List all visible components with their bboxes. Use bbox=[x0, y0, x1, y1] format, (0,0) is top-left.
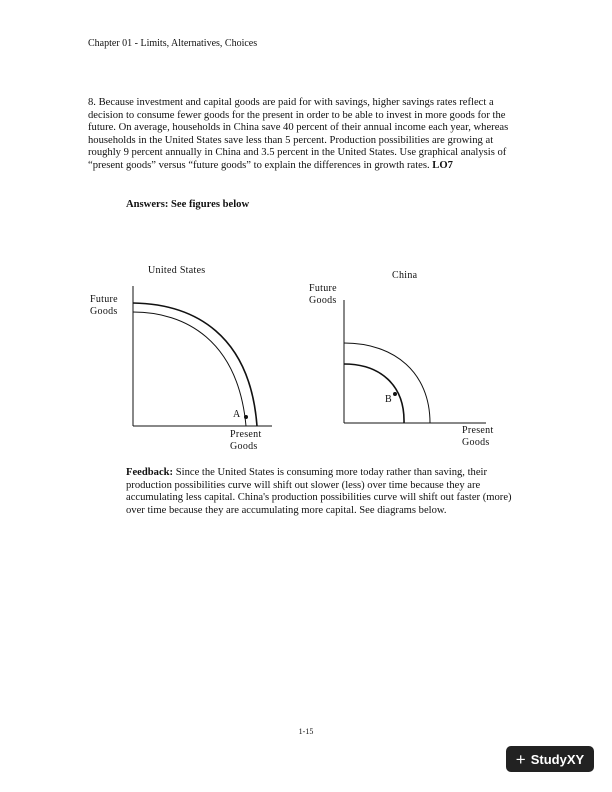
us-x-axis-label bbox=[230, 429, 262, 453]
china-point-label: B bbox=[385, 394, 392, 405]
china-y-axis-label bbox=[309, 283, 337, 307]
question-body: 8. Because investment and capital goods are paid for with savings, higher savings rates reflect a decision to consume fewer goods for the present in order to be able to invest in more goods for the future. On average, households in China save 40 percent of their annual income each year, whereas households in the United States save less than 5 percent. Production possibilities are growing at roughly 9 percent annually in China and 3.5 percent in the United States. Use graphical analysis of “present goods” versus “future goods” to explain the differences in growth rates. bbox=[88, 97, 509, 171]
china-ppc-chart bbox=[344, 300, 486, 423]
us-x-axis-label-line1: Present bbox=[230, 429, 262, 440]
studyxy-brand: StudyXY bbox=[530, 751, 585, 767]
china-x-axis-label-line1: Present bbox=[462, 425, 494, 436]
us-ppc-outer bbox=[133, 303, 257, 426]
us-figure-title: United States bbox=[148, 265, 206, 276]
us-x-axis-label-line2: Goods bbox=[230, 441, 258, 452]
china-y-axis-label-line1: Future bbox=[309, 283, 337, 294]
studyxy-badge[interactable] bbox=[506, 746, 594, 772]
china-x-axis-label-line2: Goods bbox=[462, 437, 490, 448]
us-ppc-inner bbox=[133, 312, 246, 426]
feedback-text: Since the United States is consuming more today rather than saving, their production possibilities curve will shift out slower (less) over time because they are accumulating less capital. China's production possibilities curve will shift out faster (more) over time because they are accumulating more capital. See diagrams below. bbox=[126, 467, 512, 516]
plus-icon: + bbox=[515, 749, 526, 769]
feedback-label: Feedback: bbox=[126, 467, 174, 478]
us-point-a bbox=[244, 415, 248, 419]
feedback-paragraph bbox=[126, 467, 521, 517]
china-point-b bbox=[393, 392, 397, 396]
us-ppc-chart bbox=[133, 286, 272, 426]
china-ppc-outer bbox=[344, 343, 430, 423]
chapter-header: Chapter 01 - Limits, Alternatives, Choices bbox=[88, 38, 258, 49]
page-number: 1-15 bbox=[298, 727, 314, 736]
us-y-axis-label-line1: Future bbox=[90, 294, 118, 305]
china-figure-title: China bbox=[392, 270, 418, 281]
learning-objective: LO7 bbox=[432, 159, 453, 171]
china-x-axis-label bbox=[462, 425, 494, 449]
us-y-axis-label-line2: Goods bbox=[90, 306, 118, 317]
china-y-axis-label-line2: Goods bbox=[309, 295, 337, 306]
us-point-label: A bbox=[233, 409, 241, 420]
answer-heading: Answers: See figures below bbox=[126, 199, 250, 210]
